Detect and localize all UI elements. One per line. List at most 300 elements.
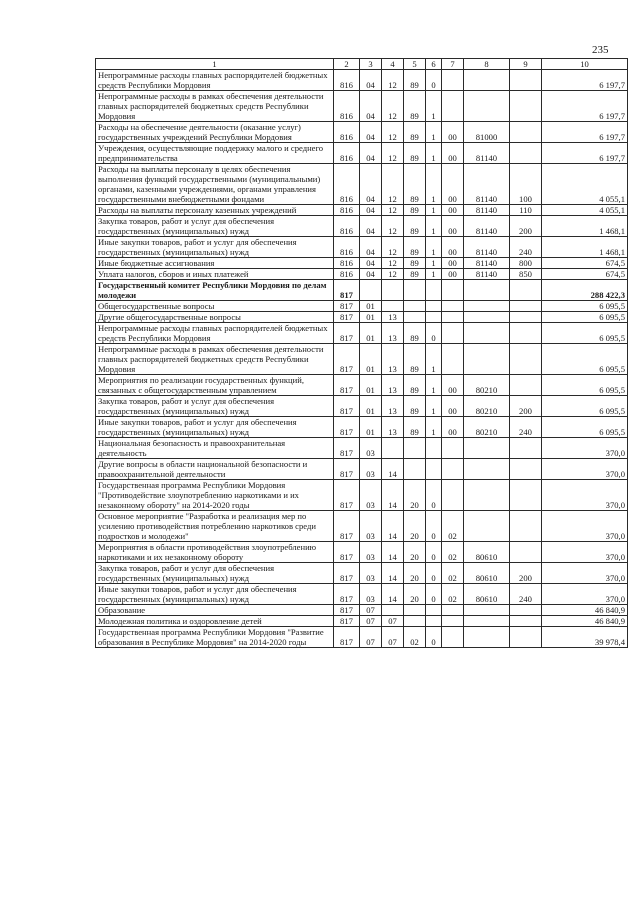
cell-admin-code: 816 (334, 164, 360, 205)
cell-amount: 370,0 (542, 584, 628, 605)
col-header: 4 (382, 59, 404, 70)
cell-direction: 80610 (464, 563, 510, 584)
table-row (96, 301, 628, 312)
cell-event: 00 (442, 417, 464, 438)
table-row (96, 396, 628, 417)
cell-subsection: 12 (382, 205, 404, 216)
cell-program: 89 (404, 396, 426, 417)
cell-direction (464, 301, 510, 312)
cell-admin-code: 816 (334, 91, 360, 122)
row-name: Национальная безопасность и правоохранительная деятельность (96, 438, 334, 459)
row-name: Государственный комитет Республики Мордовия по делам молодежи (96, 280, 334, 301)
cell-expense-type (510, 301, 542, 312)
col-header: 2 (334, 59, 360, 70)
cell-direction: 81000 (464, 122, 510, 143)
cell-amount: 46 840,9 (542, 605, 628, 616)
cell-direction: 80210 (464, 396, 510, 417)
row-name: Закупка товаров, работ и услуг для обеспечения государственных (муниципальных) нужд (96, 216, 334, 237)
cell-section: 04 (360, 216, 382, 237)
cell-amount: 370,0 (542, 459, 628, 480)
table-row (96, 70, 628, 91)
row-name: Иные закупки товаров, работ и услуг для обеспечения государственных (муниципальных) нужд (96, 584, 334, 605)
row-name: Образование (96, 605, 334, 616)
cell-subprogram: 1 (426, 205, 442, 216)
cell-event: 02 (442, 511, 464, 542)
cell-section: 03 (360, 584, 382, 605)
cell-amount: 6 197,7 (542, 91, 628, 122)
row-name: Иные закупки товаров, работ и услуг для обеспечения государственных (муниципальных) нужд (96, 417, 334, 438)
cell-direction (464, 91, 510, 122)
cell-amount: 46 840,9 (542, 616, 628, 627)
cell-section: 07 (360, 627, 382, 648)
cell-admin-code: 817 (334, 417, 360, 438)
table-row (96, 323, 628, 344)
row-name: Расходы на обеспечение деятельности (оказание услуг) государственных учреждений Республики Мордовия (96, 122, 334, 143)
cell-section: 03 (360, 438, 382, 459)
cell-event (442, 459, 464, 480)
table-row (96, 269, 628, 280)
table-row (96, 605, 628, 616)
cell-subprogram (426, 301, 442, 312)
cell-event (442, 605, 464, 616)
cell-subsection: 13 (382, 344, 404, 375)
cell-admin-code: 817 (334, 584, 360, 605)
cell-direction (464, 627, 510, 648)
cell-direction: 81140 (464, 143, 510, 164)
page-number: 235 (592, 44, 609, 56)
cell-amount: 6 095,5 (542, 344, 628, 375)
cell-amount: 6 095,5 (542, 312, 628, 323)
col-header: 3 (360, 59, 382, 70)
cell-subsection: 14 (382, 542, 404, 563)
cell-expense-type: 240 (510, 237, 542, 258)
cell-program: 89 (404, 417, 426, 438)
cell-amount: 370,0 (542, 480, 628, 511)
cell-subsection: 13 (382, 417, 404, 438)
cell-admin-code: 817 (334, 480, 360, 511)
cell-section: 04 (360, 91, 382, 122)
cell-program (404, 605, 426, 616)
cell-direction (464, 605, 510, 616)
cell-subsection: 14 (382, 459, 404, 480)
cell-event: 00 (442, 122, 464, 143)
cell-direction: 81140 (464, 205, 510, 216)
cell-program: 89 (404, 91, 426, 122)
cell-admin-code: 816 (334, 237, 360, 258)
cell-subprogram: 0 (426, 480, 442, 511)
cell-direction (464, 616, 510, 627)
cell-section: 04 (360, 269, 382, 280)
cell-program: 89 (404, 205, 426, 216)
cell-section: 04 (360, 258, 382, 269)
cell-program: 89 (404, 216, 426, 237)
col-header: 8 (464, 59, 510, 70)
cell-subprogram (426, 280, 442, 301)
cell-admin-code: 817 (334, 511, 360, 542)
cell-event: 00 (442, 143, 464, 164)
table-row (96, 563, 628, 584)
cell-subprogram: 1 (426, 237, 442, 258)
cell-subsection: 12 (382, 164, 404, 205)
table-row (96, 584, 628, 605)
col-header: 6 (426, 59, 442, 70)
table-row (96, 511, 628, 542)
cell-event: 02 (442, 563, 464, 584)
cell-program (404, 459, 426, 480)
cell-subsection: 13 (382, 375, 404, 396)
row-name: Уплата налогов, сборов и иных платежей (96, 269, 334, 280)
cell-section: 03 (360, 511, 382, 542)
cell-program: 02 (404, 627, 426, 648)
cell-expense-type (510, 438, 542, 459)
cell-amount: 6 095,5 (542, 396, 628, 417)
cell-subsection: 13 (382, 323, 404, 344)
cell-expense-type (510, 480, 542, 511)
cell-program (404, 312, 426, 323)
cell-subsection: 14 (382, 584, 404, 605)
col-header: 7 (442, 59, 464, 70)
budget-table (95, 58, 628, 648)
cell-program (404, 616, 426, 627)
cell-event: 02 (442, 542, 464, 563)
cell-program (404, 280, 426, 301)
cell-expense-type (510, 542, 542, 563)
cell-section: 01 (360, 312, 382, 323)
cell-program: 89 (404, 323, 426, 344)
cell-admin-code: 816 (334, 122, 360, 143)
cell-expense-type (510, 280, 542, 301)
cell-section: 03 (360, 542, 382, 563)
cell-subprogram: 1 (426, 344, 442, 375)
cell-subsection: 13 (382, 312, 404, 323)
cell-event (442, 91, 464, 122)
cell-subsection: 12 (382, 70, 404, 91)
cell-subsection: 13 (382, 396, 404, 417)
cell-amount: 6 095,5 (542, 323, 628, 344)
cell-admin-code: 817 (334, 459, 360, 480)
cell-direction: 81140 (464, 269, 510, 280)
cell-section: 04 (360, 205, 382, 216)
cell-direction: 81140 (464, 164, 510, 205)
col-header: 9 (510, 59, 542, 70)
cell-admin-code: 817 (334, 563, 360, 584)
cell-direction: 80610 (464, 584, 510, 605)
table-row (96, 143, 628, 164)
cell-event: 00 (442, 164, 464, 205)
cell-section: 04 (360, 122, 382, 143)
cell-subprogram: 1 (426, 216, 442, 237)
cell-admin-code: 817 (334, 344, 360, 375)
cell-event (442, 323, 464, 344)
cell-section: 04 (360, 143, 382, 164)
table-row (96, 542, 628, 563)
cell-program: 20 (404, 511, 426, 542)
cell-expense-type: 200 (510, 396, 542, 417)
cell-event: 02 (442, 584, 464, 605)
cell-amount: 674,5 (542, 258, 628, 269)
cell-admin-code: 816 (334, 258, 360, 269)
header-row (96, 59, 628, 70)
table-row (96, 344, 628, 375)
cell-expense-type: 800 (510, 258, 542, 269)
cell-event (442, 301, 464, 312)
cell-event (442, 616, 464, 627)
cell-subprogram (426, 605, 442, 616)
cell-subprogram: 0 (426, 511, 442, 542)
cell-amount: 1 468,1 (542, 216, 628, 237)
cell-expense-type: 200 (510, 563, 542, 584)
cell-event: 00 (442, 269, 464, 280)
row-name: Непрограммные расходы в рамках обеспечения деятельности главных распорядителей бюджетных средств Республики Мордовия (96, 91, 334, 122)
cell-program: 89 (404, 122, 426, 143)
table-row (96, 616, 628, 627)
cell-expense-type (510, 616, 542, 627)
cell-event: 00 (442, 216, 464, 237)
cell-subsection: 12 (382, 237, 404, 258)
cell-program: 89 (404, 344, 426, 375)
cell-subsection: 12 (382, 216, 404, 237)
cell-section: 01 (360, 375, 382, 396)
cell-direction (464, 459, 510, 480)
cell-program: 89 (404, 237, 426, 258)
cell-section: 07 (360, 605, 382, 616)
cell-direction (464, 438, 510, 459)
cell-expense-type (510, 627, 542, 648)
col-header: 5 (404, 59, 426, 70)
cell-amount: 39 978,4 (542, 627, 628, 648)
cell-event: 00 (442, 258, 464, 269)
cell-subprogram (426, 459, 442, 480)
cell-subsection: 12 (382, 122, 404, 143)
cell-amount: 288 422,3 (542, 280, 628, 301)
cell-subprogram: 1 (426, 143, 442, 164)
cell-expense-type (510, 91, 542, 122)
cell-section: 03 (360, 459, 382, 480)
cell-event (442, 627, 464, 648)
table-row (96, 164, 628, 205)
table-row (96, 258, 628, 269)
cell-admin-code: 817 (334, 323, 360, 344)
table-row (96, 280, 628, 301)
cell-subprogram: 1 (426, 396, 442, 417)
table-row (96, 312, 628, 323)
cell-expense-type (510, 605, 542, 616)
cell-expense-type: 240 (510, 417, 542, 438)
table-row (96, 205, 628, 216)
cell-event (442, 480, 464, 511)
cell-amount: 370,0 (542, 438, 628, 459)
table-row (96, 375, 628, 396)
cell-subsection: 14 (382, 480, 404, 511)
cell-program: 89 (404, 143, 426, 164)
cell-subprogram: 0 (426, 627, 442, 648)
cell-section: 03 (360, 563, 382, 584)
col-header: 10 (542, 59, 628, 70)
row-name: Расходы на выплаты персоналу в целях обеспечения выполнения функций государственными (муниципальными) органами, казенными учреждениями, органами управления государственными внебюджетными фондами (96, 164, 334, 205)
table-row (96, 91, 628, 122)
cell-event: 00 (442, 375, 464, 396)
cell-subprogram: 0 (426, 70, 442, 91)
cell-direction: 80210 (464, 417, 510, 438)
cell-amount: 6 095,5 (542, 301, 628, 312)
row-name: Другие общегосударственные вопросы (96, 312, 334, 323)
col-header: 1 (96, 59, 334, 70)
row-name: Учреждения, осуществляющие поддержку малого и среднего предпринимательства (96, 143, 334, 164)
table-row (96, 216, 628, 237)
cell-amount: 6 197,7 (542, 70, 628, 91)
cell-subprogram: 0 (426, 584, 442, 605)
cell-admin-code: 817 (334, 396, 360, 417)
table-row (96, 237, 628, 258)
cell-subsection: 12 (382, 269, 404, 280)
cell-direction (464, 323, 510, 344)
cell-subprogram (426, 438, 442, 459)
table-row (96, 480, 628, 511)
cell-section: 01 (360, 344, 382, 375)
cell-subprogram: 0 (426, 563, 442, 584)
cell-program (404, 301, 426, 312)
row-name: Непрограммные расходы в рамках обеспечения деятельности главных распорядителей бюджетных средств Республики Мордовия (96, 344, 334, 375)
cell-admin-code: 817 (334, 375, 360, 396)
cell-expense-type (510, 323, 542, 344)
cell-expense-type: 100 (510, 164, 542, 205)
cell-amount: 6 095,5 (542, 417, 628, 438)
cell-amount: 6 197,7 (542, 122, 628, 143)
cell-program: 20 (404, 480, 426, 511)
cell-event: 00 (442, 205, 464, 216)
cell-subprogram: 1 (426, 122, 442, 143)
cell-section: 04 (360, 237, 382, 258)
cell-expense-type (510, 312, 542, 323)
cell-expense-type: 850 (510, 269, 542, 280)
cell-program: 89 (404, 258, 426, 269)
cell-subsection: 07 (382, 616, 404, 627)
row-name: Молодежная политика и оздоровление детей (96, 616, 334, 627)
cell-section: 01 (360, 417, 382, 438)
cell-expense-type (510, 143, 542, 164)
cell-admin-code: 817 (334, 542, 360, 563)
cell-subprogram: 1 (426, 375, 442, 396)
table-row (96, 627, 628, 648)
cell-section: 01 (360, 323, 382, 344)
cell-direction: 81140 (464, 216, 510, 237)
table-row (96, 417, 628, 438)
cell-program: 89 (404, 164, 426, 205)
cell-expense-type (510, 459, 542, 480)
row-name: Непрограммные расходы главных распорядителей бюджетных средств Республики Мордовия (96, 70, 334, 91)
cell-admin-code: 817 (334, 616, 360, 627)
cell-event (442, 438, 464, 459)
cell-subprogram: 1 (426, 91, 442, 122)
cell-subprogram: 0 (426, 542, 442, 563)
cell-event (442, 70, 464, 91)
cell-admin-code: 817 (334, 301, 360, 312)
cell-amount: 4 055,1 (542, 205, 628, 216)
cell-event: 00 (442, 237, 464, 258)
cell-amount: 6 095,5 (542, 375, 628, 396)
cell-subsection (382, 301, 404, 312)
cell-event (442, 344, 464, 375)
cell-admin-code: 817 (334, 312, 360, 323)
cell-expense-type (510, 344, 542, 375)
cell-expense-type: 200 (510, 216, 542, 237)
row-name: Общегосударственные вопросы (96, 301, 334, 312)
cell-program: 89 (404, 70, 426, 91)
cell-section: 01 (360, 301, 382, 312)
table-row (96, 459, 628, 480)
cell-subprogram: 1 (426, 417, 442, 438)
cell-program: 20 (404, 563, 426, 584)
table-row (96, 438, 628, 459)
cell-subsection: 12 (382, 143, 404, 164)
row-name: Основное мероприятие "Разработка и реализация мер по усилению противодействия потреблению наркотиков среди подростков и молодежи" (96, 511, 334, 542)
cell-subprogram: 1 (426, 269, 442, 280)
cell-subsection: 12 (382, 258, 404, 269)
cell-section: 04 (360, 164, 382, 205)
cell-direction (464, 480, 510, 511)
cell-section (360, 280, 382, 301)
cell-expense-type: 110 (510, 205, 542, 216)
cell-direction (464, 344, 510, 375)
cell-event: 00 (442, 396, 464, 417)
cell-direction: 81140 (464, 258, 510, 269)
cell-program: 89 (404, 375, 426, 396)
cell-direction: 81140 (464, 237, 510, 258)
table-row (96, 122, 628, 143)
cell-subsection: 14 (382, 563, 404, 584)
cell-subsection: 14 (382, 511, 404, 542)
cell-amount: 4 055,1 (542, 164, 628, 205)
cell-direction: 80610 (464, 542, 510, 563)
cell-direction (464, 511, 510, 542)
cell-subprogram: 1 (426, 258, 442, 269)
cell-expense-type (510, 122, 542, 143)
cell-event (442, 280, 464, 301)
cell-amount: 370,0 (542, 511, 628, 542)
cell-direction: 80210 (464, 375, 510, 396)
cell-admin-code: 817 (334, 280, 360, 301)
cell-admin-code: 816 (334, 70, 360, 91)
cell-expense-type (510, 511, 542, 542)
row-name: Расходы на выплаты персоналу казенных учреждений (96, 205, 334, 216)
row-name: Государственная программа Республики Мордовия "Противодействие злоупотреблению наркотиками и их незаконному обороту" на 2014-2020 годы (96, 480, 334, 511)
cell-admin-code: 817 (334, 438, 360, 459)
cell-event (442, 312, 464, 323)
cell-section: 03 (360, 480, 382, 511)
cell-section: 07 (360, 616, 382, 627)
cell-expense-type (510, 70, 542, 91)
cell-amount: 6 197,7 (542, 143, 628, 164)
cell-subprogram: 1 (426, 164, 442, 205)
cell-amount: 1 468,1 (542, 237, 628, 258)
cell-direction (464, 312, 510, 323)
cell-admin-code: 816 (334, 143, 360, 164)
cell-subsection (382, 438, 404, 459)
cell-subsection: 12 (382, 91, 404, 122)
row-name: Закупка товаров, работ и услуг для обеспечения государственных (муниципальных) нужд (96, 563, 334, 584)
cell-admin-code: 816 (334, 205, 360, 216)
cell-program: 20 (404, 584, 426, 605)
cell-program: 89 (404, 269, 426, 280)
cell-program (404, 438, 426, 459)
cell-subprogram (426, 616, 442, 627)
row-name: Закупка товаров, работ и услуг для обеспечения государственных (муниципальных) нужд (96, 396, 334, 417)
cell-direction (464, 70, 510, 91)
cell-section: 04 (360, 70, 382, 91)
row-name: Иные бюджетные ассигнования (96, 258, 334, 269)
cell-program: 20 (404, 542, 426, 563)
cell-subsection (382, 605, 404, 616)
